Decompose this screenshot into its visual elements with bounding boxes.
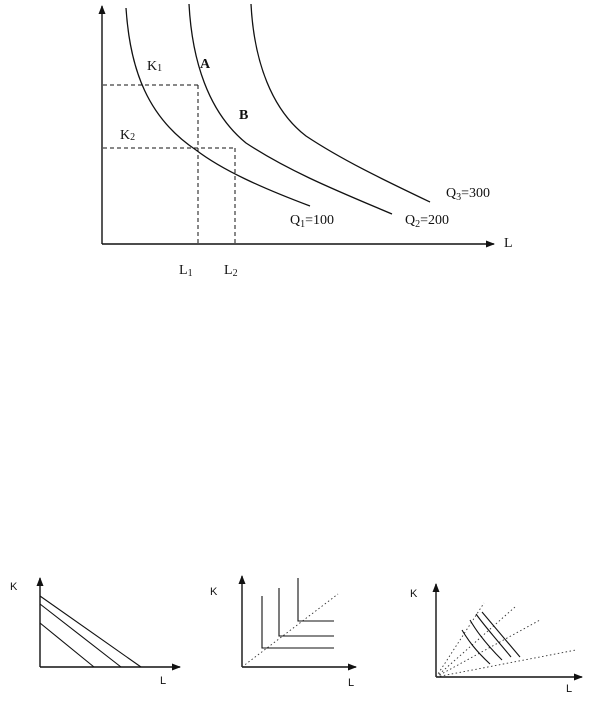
small-diagram-l-shaped-isoquants [210,576,356,689]
k1-label: K1 [147,59,163,74]
l-axis-label: L [504,236,513,251]
point-a-label: A [200,57,211,72]
q3-label: $Q_3=300$ [446,186,491,203]
q2-label: $Q_2=200$ [405,213,450,230]
q1-label: $Q_1=100$ [290,213,335,230]
l-axis-label: L [566,683,573,695]
small-diagram-convex-isoquants [410,584,582,695]
point-b-label: B [239,108,249,123]
k-axis-label: K [10,581,18,593]
expansion-path [242,594,338,667]
l-axis-label: L [348,677,355,689]
ray-line [436,650,576,677]
ray-line [436,607,515,677]
convex-isoquant [462,630,490,664]
l-axis-label: L [160,675,167,687]
k-axis-label: K [210,586,218,598]
k2-label: K2 [120,128,136,143]
isoquant-q1 [126,8,310,206]
linear-isoquant [40,604,121,667]
ray-line [436,603,484,677]
k-axis-label: K [410,588,418,600]
l1-label: L1 [179,263,193,279]
isoquant-q2 [189,4,392,214]
l-shaped-isoquant [298,578,334,621]
linear-isoquant [40,623,94,667]
isoquant-q3 [251,4,430,202]
linear-isoquant [40,596,141,667]
l2-label: L2 [224,263,238,279]
main-isoquant-diagram [102,4,513,279]
l-shaped-isoquant [279,588,334,636]
small-diagram-linear-isoquants [10,578,180,687]
